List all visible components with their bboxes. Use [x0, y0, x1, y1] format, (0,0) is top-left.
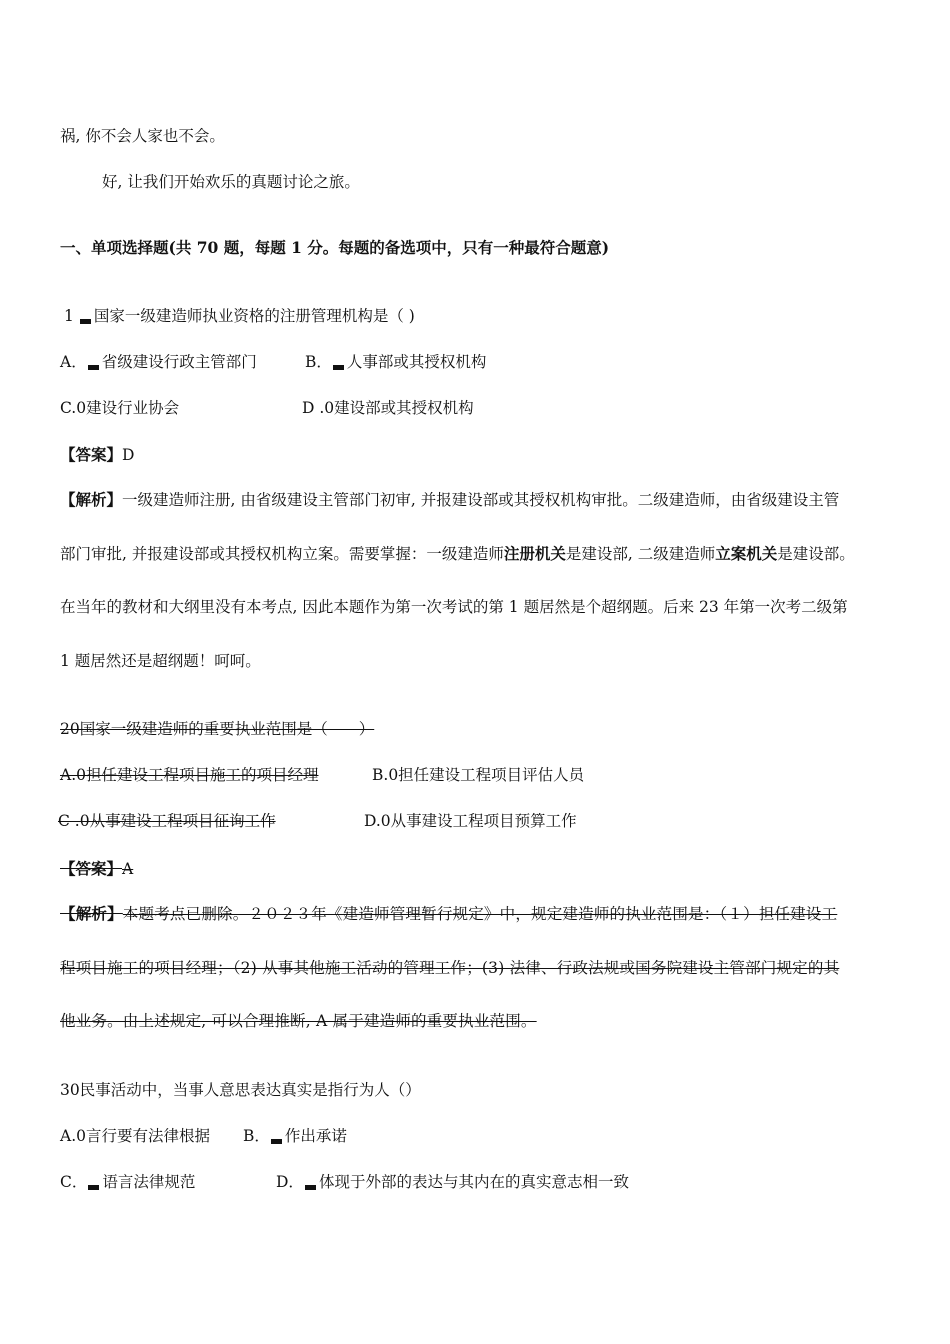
- q1-option-d: D .0建设部或其授权机构: [302, 399, 474, 417]
- q3-option-c: C． 语言法律规范: [60, 1173, 196, 1191]
- q2-stem: 20国家一级建造师的重要执业范围是（ ）: [60, 720, 375, 738]
- q1-analysis-line-2: 部门审批, 并报建设部或其授权机构立案。需要掌握：一级建造师注册机关是建设部, 二级建造师立案机关是建设部。: [60, 544, 855, 563]
- q2-options-ab: [60, 765, 600, 785]
- answer-value: A: [122, 860, 134, 878]
- q3-option-d: D． 体现于外部的表达与其内在的真实意志相一致: [276, 1173, 629, 1191]
- q1-option-a: A． 省级建设行政主管部门: [60, 353, 257, 371]
- q2-options-cd: [58, 811, 590, 831]
- q2-answer: [60, 859, 133, 879]
- q3-option-d-text: 体现于外部的表达与其内在的真实意志相一致: [318, 1173, 629, 1191]
- placeholder-mark-icon: [271, 1139, 282, 1144]
- q1-number: 1: [64, 307, 74, 325]
- q3-option-c-text: 语言法律规范: [102, 1173, 196, 1191]
- q3-stem: 30民事活动中，当事人意思表达真实是指行为人（）: [60, 1081, 421, 1099]
- q1-analysis-line-1: 【解析】一级建造师注册, 由省级建设主管部门初审, 并报建设部或其授权机构审批。二级建造师，由省级建设主管: [60, 490, 840, 509]
- q1-analysis-line-4: 1 题居然还是超纲题！呵呵。: [60, 652, 261, 670]
- q2-option-d: D.0从事建设工程项目预算工作: [364, 812, 577, 830]
- q3-option-b: B． 作出承诺: [243, 1127, 347, 1145]
- placeholder-mark-icon: [88, 365, 99, 370]
- analysis-label: 【解析】: [60, 904, 123, 923]
- q2-analysis-line-2: 程项目施工的项目经理；（2) 从事其他施工活动的管理工作；(3) 法律、行政法规或国务院建设主管部门规定的其: [60, 959, 840, 977]
- q2-option-a: A.0担任建设工程项目施工的项目经理: [60, 766, 319, 784]
- q1-analysis-line-3: 在当年的教材和大纲里没有本考点, 因此本题作为第一次考试的第 1 题居然是个超纲题。后来 23 年第一次考二级第: [60, 598, 848, 616]
- q1-answer: [60, 445, 134, 465]
- q3-option-a: A.0言行要有法律根据: [60, 1127, 210, 1145]
- q3-option-b-text: 作出承诺: [284, 1127, 347, 1145]
- placeholder-mark-icon: [80, 319, 91, 324]
- q2-option-c: C .0从事建设工程项目征询工作: [58, 812, 276, 830]
- placeholder-mark-icon: [88, 1185, 99, 1190]
- intro-line-2: 好, 让我们开始欢乐的真题讨论之旅。: [102, 173, 360, 191]
- q1-stem: [64, 306, 415, 326]
- q1-stem-text: 国家一级建造师执业资格的注册管理机构是（ ): [93, 307, 415, 325]
- q1-option-a-text: 省级建设行政主管部门: [101, 353, 257, 371]
- q2-option-b: B.0担任建设工程项目评估人员: [372, 766, 585, 784]
- answer-label: 【答案】: [60, 445, 123, 464]
- placeholder-mark-icon: [333, 365, 344, 370]
- q1-option-b: B． 人事部或其授权机构: [305, 353, 487, 371]
- analysis-label: 【解析】: [60, 490, 123, 509]
- placeholder-mark-icon: [305, 1185, 316, 1190]
- answer-label: 【答案】: [60, 859, 123, 878]
- answer-value: D: [122, 446, 135, 464]
- q1-option-c: C.0建设行业协会: [60, 399, 180, 417]
- q2-analysis-line-1: 【解析】本题考点已删除。２０２３年《建造师管理暂行规定》中，规定建造师的执业范围是：（１）担任建设工: [60, 904, 838, 923]
- q1-option-b-text: 人事部或其授权机构: [346, 353, 487, 371]
- section-heading: 一、单项选择题(共 70 题，每题 1 分。每题的备选项中，只有一种最符合题意): [60, 238, 610, 257]
- intro-line-1: 祸, 你不会人家也不会。: [60, 127, 225, 145]
- q2-analysis-line-3: 他业务。由上述规定, 可以合理推断, A 属于建造师的重要执业范围。: [60, 1012, 537, 1030]
